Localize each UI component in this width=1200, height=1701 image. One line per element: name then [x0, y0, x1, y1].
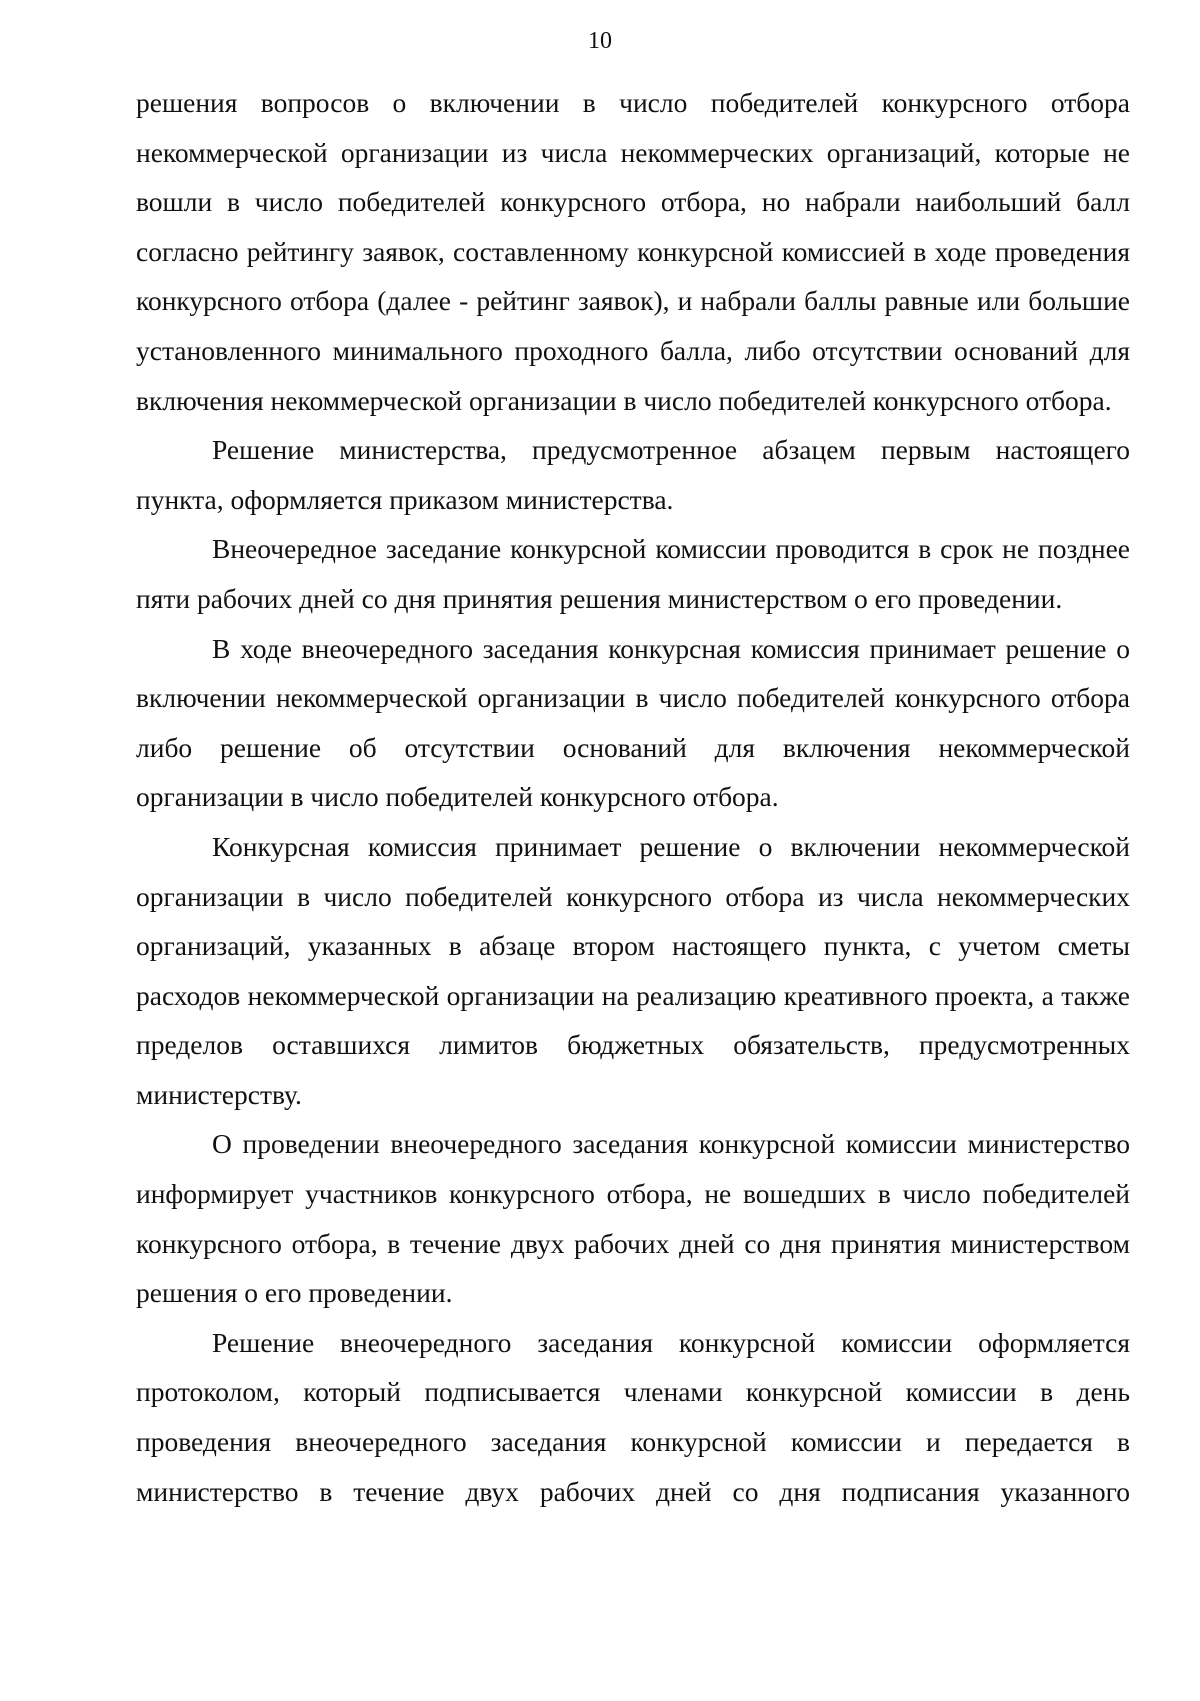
paragraph-6: О проведении внеочередного заседания конкурсной комиссии министерство информирует участников конкурсного отбора, не вошедших в число победителей конкурсного отбора, в течение двух рабочих дней со дня принятия министерством решения о его проведении. — [136, 1128, 1130, 1309]
page-number: 10 — [588, 28, 612, 54]
paragraph-5: Конкурсная комиссия принимает решение о включении некоммерческой организации в число победителей конкурсного отбора из числа некоммерческих организаций, указанных в абзаце втором настоящего пункта, с учетом сметы расходов некоммерческой организации на реализацию креативного проекта, а также пределов оставшихся лимитов бюджетных обязательств, предусмотренных министерству. — [136, 830, 1130, 1110]
paragraph-7: Решение внеочередного заседания конкурсной комиссии оформляется протоколом, который подписывается членами конкурсной комиссии в день проведения внеочередного заседания конкурсной комиссии и передается в министерство в течение двух рабочих дней со дня подписания указанного — [136, 1326, 1130, 1507]
document-body — [136, 78, 1130, 1516]
paragraph-1: решения вопросов о включении в число победителей конкурсного отбора некоммерческой организации из числа некоммерческих организаций, которые не вошли в число победителей конкурсного отбора, но набрали наибольший балл согласно рейтингу заявок, составленному конкурсной комиссией в ходе проведения конкурсного отбора (далее - рейтинг заявок), и набрали баллы равные или большие установленного минимального проходного балла, либо отсутствии оснований для включения некоммерческой организации в число победителей конкурсного отбора. — [136, 87, 1130, 416]
paragraph-2: Решение министерства, предусмотренное абзацем первым настоящего пункта, оформляется приказом министерства. — [136, 434, 1130, 515]
paragraph-3: Внеочередное заседание конкурсной комиссии проводится в срок не позднее пяти рабочих дней со дня принятия решения министерством о его проведении. — [136, 533, 1130, 614]
paragraph-4: В ходе внеочередного заседания конкурсная комиссия принимает решение о включении некоммерческой организации в число победителей конкурсного отбора либо решение об отсутствии оснований для включения некоммерческой организации в число победителей конкурсного отбора. — [136, 632, 1130, 813]
